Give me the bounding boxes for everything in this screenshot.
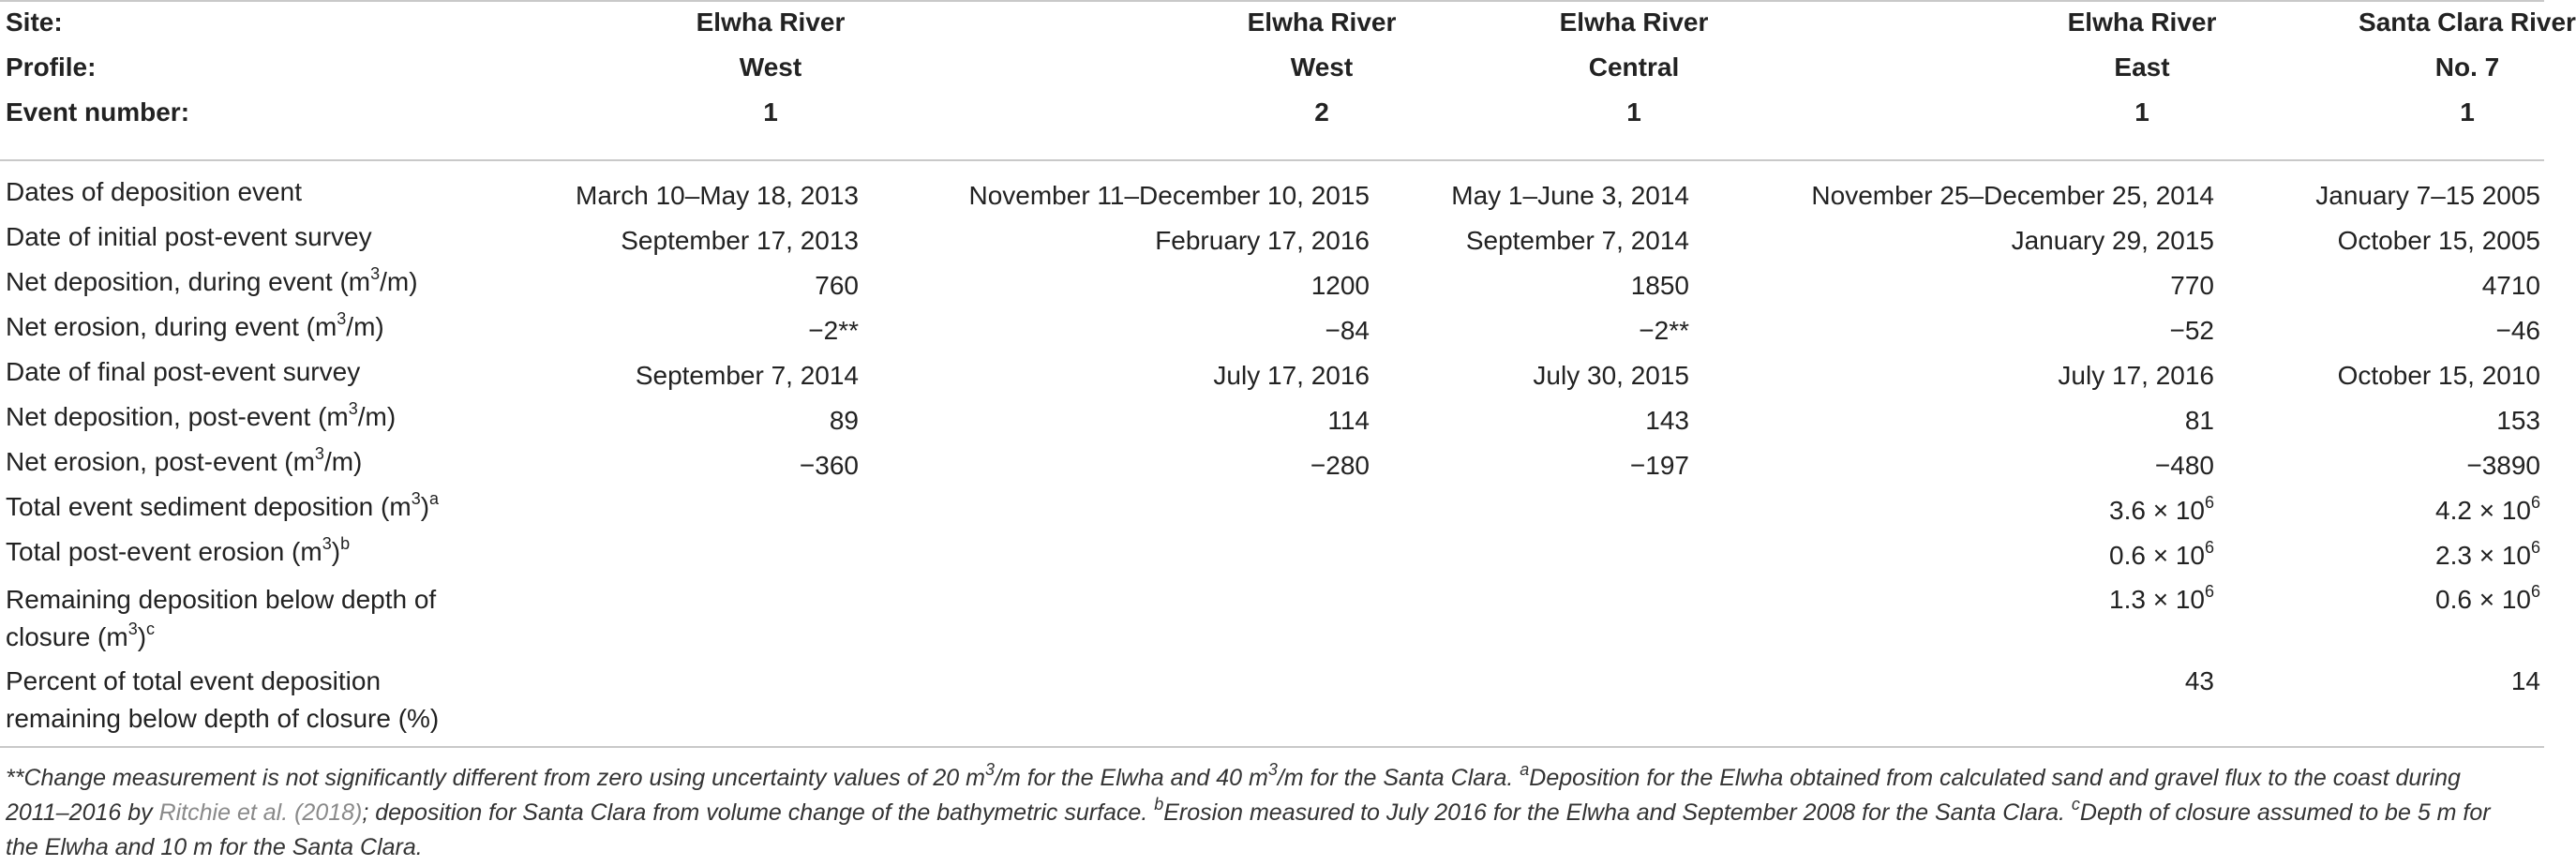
cell: 114 — [1327, 406, 1370, 435]
header-event-col1: 1 — [763, 97, 778, 127]
row-label-initial-survey: Date of initial post-event survey — [6, 222, 372, 251]
cell: October 15, 2005 — [2337, 226, 2540, 255]
row-label-dates: Dates of deposition event — [6, 177, 302, 206]
row-label-percent-remaining: Percent of total event deposition remaining below depth of closure (%) — [6, 666, 440, 733]
cell: January 29, 2015 — [2011, 226, 2214, 255]
header-label-site: Site: — [6, 7, 63, 37]
citation-link[interactable]: Ritchie et al. (2018) — [158, 799, 363, 826]
row-label-net-deposition-during: Net deposition, during event $(m^3/m)$ — [6, 263, 418, 296]
cell: July 30, 2015 — [1533, 361, 1689, 390]
header-site-col2: Elwha River — [1247, 7, 1397, 37]
cell: 14 — [2510, 666, 2540, 695]
header-site-col3: Elwha River — [1559, 7, 1709, 37]
cell: 1200 — [1310, 271, 1370, 300]
cell: May 1–June 3, 2014 — [1451, 181, 1689, 210]
header-site-col1: Elwha River — [696, 7, 846, 37]
header-row-event — [0, 90, 2544, 135]
cell: −2** — [808, 316, 859, 345]
cell: −2** — [1639, 316, 1689, 345]
header-site-col5: Santa Clara River — [2359, 7, 2576, 37]
row-label-net-deposition-post: Net deposition, post-event $(m^3/m)$ — [6, 398, 397, 431]
cell: November 11–December 10, 2015 — [968, 181, 1370, 210]
header-divider-rule — [0, 159, 2544, 161]
header-profile-col3: Central — [1588, 52, 1680, 82]
row-label-total-deposition: Total event sediment deposition $(m^3)^a$ — [6, 488, 440, 521]
cell: −280 — [1310, 451, 1370, 480]
table-footnote: **Change measurement is not significantly different from zero using uncertainty values of 20 $m^3/m$ for the Elwha and 40 $m^3/m$ for the Santa Clara. $^a$Deposition for the Elwha obtained from calculated sand and gravel flux to the coast during 2011–2016 by Ritchie et al. (2018); deposition for Santa Clara from volume change of the bathymetric surface. $^b$Erosion measured to July 2016 for the Elwha and September 2008 for the Santa Clara. $^c$Depth of closure assumed to be 5 m for the Elwha and 10 m for the Santa Clara. — [6, 759, 2491, 860]
header-event-col5: 1 — [2460, 97, 2475, 127]
cell: 89 — [829, 406, 859, 435]
cell: −46 — [2495, 316, 2540, 345]
cell: $0.6 \times 10^6$ — [2435, 581, 2540, 614]
header-event-col2: 2 — [1314, 97, 1329, 127]
cell: September 17, 2013 — [621, 226, 859, 255]
cell: September 7, 2014 — [1465, 226, 1689, 255]
row-label-final-survey: Date of final post-event survey — [6, 357, 361, 386]
row-label-net-erosion-post: Net erosion, post-event $(m^3/m)$ — [6, 443, 363, 476]
cell: September 7, 2014 — [635, 361, 859, 390]
cell: 143 — [1645, 406, 1689, 435]
header-label-profile: Profile: — [6, 52, 97, 82]
cell: 81 — [2184, 406, 2214, 435]
cell: July 17, 2016 — [1213, 361, 1370, 390]
cell: January 7–15 2005 — [2315, 181, 2540, 210]
table-bottom-rule — [0, 746, 2544, 748]
cell: November 25–December 25, 2014 — [1811, 181, 2214, 210]
row-label-remaining-deposition: Remaining deposition below depth of closure $(m^3)^c$ — [6, 585, 437, 651]
cell: $0.6 \times 10^6$ — [2109, 537, 2214, 570]
cell: −84 — [1325, 316, 1370, 345]
header-site-col4: Elwha River — [2067, 7, 2217, 37]
cell: 760 — [815, 271, 859, 300]
row-label-net-erosion-during: Net erosion, during event $(m^3/m)$ — [6, 308, 384, 341]
cell: October 15, 2010 — [2337, 361, 2540, 390]
header-profile-col1: West — [739, 52, 802, 82]
cell: −480 — [2154, 451, 2214, 480]
header-profile-col4: East — [2114, 52, 2170, 82]
cell: 43 — [2184, 666, 2214, 695]
cell: −360 — [799, 451, 859, 480]
row-label-total-erosion: Total post-event erosion $(m^3)^b$ — [6, 533, 351, 566]
cell: February 17, 2016 — [1155, 226, 1370, 255]
cell: 770 — [2170, 271, 2214, 300]
header-label-event: Event number: — [6, 97, 190, 127]
cell: −52 — [2169, 316, 2214, 345]
cell: $3.6 \times 10^6$ — [2109, 492, 2214, 525]
header-profile-col2: West — [1290, 52, 1354, 82]
header-row-site — [0, 0, 2576, 45]
cell: $2.3 \times 10^6$ — [2435, 537, 2540, 570]
header-profile-col5: No. 7 — [2434, 52, 2500, 82]
cell: 1850 — [1630, 271, 1689, 300]
header-row-profile — [0, 45, 2544, 90]
cell: $1.3 \times 10^6$ — [2109, 581, 2214, 614]
cell: 153 — [2496, 406, 2540, 435]
cell: −3890 — [2466, 451, 2540, 480]
cell: $4.2 \times 10^6$ — [2435, 492, 2540, 525]
header-event-col3: 1 — [1626, 97, 1641, 127]
cell: −197 — [1629, 451, 1689, 480]
cell: 4710 — [2481, 271, 2540, 300]
cell: March 10–May 18, 2013 — [576, 181, 859, 210]
cell: July 17, 2016 — [2058, 361, 2214, 390]
header-event-col4: 1 — [2134, 97, 2149, 127]
